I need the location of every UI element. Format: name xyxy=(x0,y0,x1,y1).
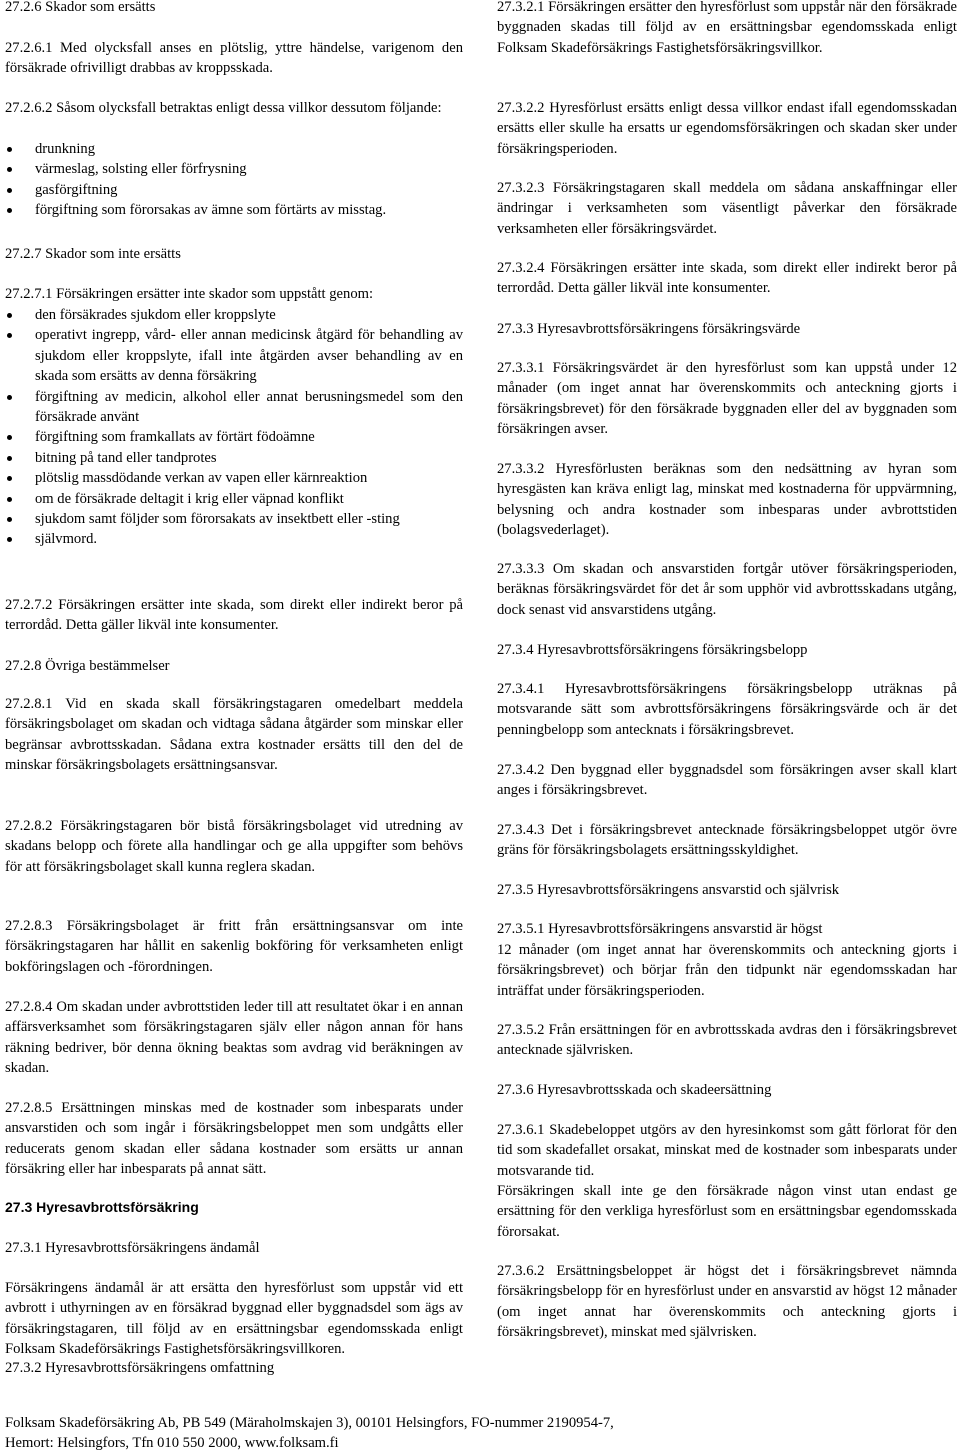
list-item: värmeslag, solsting eller förfrysning xyxy=(5,159,463,179)
paragraph-27-3-3-2: 27.3.3.2 Hyresförlusten beräknas som den nedsättning av hyran som hyresgästen kan kräva enligt lag, minskat med kostnaderna för uppvärmning, belysning och andra kostnader som inbesparas under avbrottstiden (bolagsvederlaget). xyxy=(497,461,957,539)
list-item: plötslig massdödande verkan av vapen eller kärnreaktion xyxy=(5,468,463,488)
heading-27-2-8: 27.2.8 Övriga bestämmelser xyxy=(5,658,170,674)
section-heading-27-3: 27.3 Hyresavbrottsförsäkring xyxy=(5,1199,199,1215)
list-item: bitning på tand eller tandprotes xyxy=(5,448,463,468)
paragraph-27-3-3-3: 27.3.3.3 Om skadan och ansvarstiden fortgår utöver försäkringsperioden, beräknas försäkringsvärdet för det år som upphör vid avbrottsskadans utgång, dock senast vid ansvarstidens utgång. xyxy=(497,561,957,618)
paragraph-27-3-5-1b: 12 månader (om inget annat har överenskommits och anteckning gjorts i försäkringsbrevet) och börjar från den tidpunkt när egendomsskadan har inträffat under försäkringsperioden. xyxy=(497,942,957,999)
paragraph-27-3-2-4: 27.3.2.4 Försäkringen ersätter inte skada, som direkt eller indirekt beror på terrordåd. Detta gäller likväl inte konsumenter. xyxy=(497,260,957,297)
heading-27-3-5: 27.3.5 Hyresavbrottsförsäkringens ansvarstid och självrisk xyxy=(497,882,840,898)
paragraph-27-2-8-4: 27.2.8.4 Om skadan under avbrottstiden leder till att resultatet ökar i en annan affärsverksamhet som försäkringstagaren själv eller någon annan för hans räkning bedriver, bör denna ökning beaktas som avdrag vid beräkningen av skadan. xyxy=(5,999,463,1077)
paragraph-27-2-7-1: 27.2.7.1 Försäkringen ersätter inte skador som uppstått genom: xyxy=(5,286,374,302)
paragraph-27-3-2-2: 27.3.2.2 Hyresförlust ersätts enligt dessa villkor endast ifall egendomsskadan ersätts eller skulle ha ersatts ur egendomsförsäkringen och skadan sker under försäkringsperioden. xyxy=(497,100,957,157)
list-item: självmord. xyxy=(5,529,463,549)
footer-address: Folksam Skadeförsäkring Ab, PB 549 (Märaholmskajen 3), 00101 Helsingfors, FO-nummer 2190954-7, xyxy=(5,1415,614,1431)
paragraph-27-3-4-3: 27.3.4.3 Det i försäkringsbrevet antecknade försäkringsbeloppet utgör övre gräns för försäkringsbolagets ersättningsskyldighet. xyxy=(497,822,957,859)
paragraph-27-2-7-2: 27.2.7.2 Försäkringen ersätter inte skada, som direkt eller indirekt beror på terrordåd. Detta gäller likväl inte konsumenter. xyxy=(5,597,463,634)
paragraph-27-3-3-1: 27.3.3.1 Försäkringsvärdet är den hyresförlust som kan uppstå under 12 månader (om inget annat har överenskommits och anteckning gjorts i försäkringsbrevet) för den försäkrade byggnaden eller del av byggnaden som försäkringen avser. xyxy=(497,360,957,438)
list-item: gasförgiftning xyxy=(5,180,463,200)
footer-contact: Hemort: Helsingfors, Tfn 010 550 2000, www.folksam.fi xyxy=(5,1435,339,1451)
paragraph-27-2-8-5: 27.2.8.5 Ersättningen minskas med de kostnader som inbesparats under ansvarstiden och som ingår i försäkringsbeloppet men som undgåtts eller reducerats genom skadan eller sådana kostnader som ersätts ur annan försäkring eller har inbesparats på annat sätt. xyxy=(5,1100,463,1178)
list-item: förgiftning som förorsakas av ämne som förtärts av misstag. xyxy=(5,200,463,220)
paragraph-27-3-6-2: 27.3.6.2 Ersättningsbeloppet är högst det i försäkringsbrevet nämnda försäkringsbelopp för en hyresförlust under en ansvarstid av högst 12 månader (om inget annat har överenskommits och anteckning gjorts i försäkringsbrevet), minskat med självrisken. xyxy=(497,1263,957,1341)
list-27-2-6-2 xyxy=(5,139,463,221)
paragraph-27-2-6-1: 27.2.6.1 Med olycksfall anses en plötslig, yttre händelse, varigenom den försäkrade ofrivilligt drabbas av kroppsskada. xyxy=(5,40,463,77)
page-footer xyxy=(5,1413,955,1453)
list-item: förgiftning av medicin, alkohol eller annat berusningsmedel som den försäkrade använt xyxy=(5,387,463,428)
paragraph-27-3-6-1b: Försäkringen skall inte ge den försäkrade någon vinst utan endast ge ersättning för den verkliga hyresförlust som en ersättningsbar egendomsskada förorsakat. xyxy=(497,1183,957,1240)
list-item: om de försäkrade deltagit i krig eller väpnad konflikt xyxy=(5,489,463,509)
paragraph-27-3-2-1: 27.3.2.1 Försäkringen ersätter den hyresförlust som uppstår när den försäkrade byggnaden skadas till följd av en ersättningsbar egendomsskada enligt Folksam Skadeförsäkrings Fastighetsförsäkringsvillkor. xyxy=(497,0,957,56)
heading-27-3-3: 27.3.3 Hyresavbrottsförsäkringens försäkringsvärde xyxy=(497,321,801,337)
heading-27-2-7: 27.2.7 Skador som inte ersätts xyxy=(5,246,181,262)
heading-27-3-4: 27.3.4 Hyresavbrottsförsäkringens försäkringsbelopp xyxy=(497,642,808,658)
paragraph-27-2-6-2: 27.2.6.2 Såsom olycksfall betraktas enligt dessa villkor dessutom följande: xyxy=(5,100,442,116)
paragraph-27-3-2-3: 27.3.2.3 Försäkringstagaren skall meddela om sådana anskaffningar eller ändringar i verksamheten som väsentligt påverkar den försäkrade verksamheten eller försäkringsvärdet. xyxy=(497,180,957,237)
heading-27-3-2: 27.3.2 Hyresavbrottsförsäkringens omfattning xyxy=(5,1360,275,1376)
list-item: sjukdom samt följder som förorsakats av insektbett eller -sting xyxy=(5,509,463,529)
list-item: operativt ingrepp, vård- eller annan medicinsk åtgärd för behandling av sjukdom eller kroppslyte, ifall inte åtgärden avser behandling av en skada som ersätts av denna försäkring xyxy=(5,325,463,386)
paragraph-27-2-8-2: 27.2.8.2 Försäkringstagaren bör bistå försäkringsbolaget vid utredning av skadans belopp och förete alla handlingar och ge alla uppgifter som behövs för att försäkringsbolaget skall kunna reglera skadan. xyxy=(5,818,463,875)
heading-27-3-1: 27.3.1 Hyresavbrottsförsäkringens ändamål xyxy=(5,1240,260,1256)
paragraph-27-3-1-body: Försäkringens ändamål är att ersätta den hyresförlust som uppstår vid ett avbrott i uthyrningen av en försäkrad byggnad eller byggnadsdel som ägs av försäkringstagaren, till följd av en ersättningsbar egendomsskada enligt Folksam Skadeförsäkrings Fastighetsförsäkringsvillkoren. xyxy=(5,1280,463,1358)
paragraph-27-3-4-1: 27.3.4.1 Hyresavbrottsförsäkringens försäkringsbelopp uträknas på motsvarande sätt som avbrottsförsäkringens försäkringsvärde och är det penningbelopp som antecknats i försäkringsbrevet. xyxy=(497,681,957,738)
list-item: förgiftning som framkallats av förtärt födoämne xyxy=(5,427,463,447)
list-item: den försäkrades sjukdom eller kroppslyte xyxy=(5,305,463,325)
paragraph-27-3-5-1a: 27.3.5.1 Hyresavbrottsförsäkringens ansvarstid är högst xyxy=(497,921,823,937)
paragraph-27-2-8-1: 27.2.8.1 Vid en skada skall försäkringstagaren omedelbart meddela försäkringsbolaget om skadan och vidtaga sådana åtgärder som minskar eller begränsar avbrottsskadan. Sådana extra kostnader ersätts till den del de minskar försäkringsbolagets ersättningsansvar. xyxy=(5,696,463,774)
paragraph-27-2-8-3: 27.2.8.3 Försäkringsbolaget är fritt från ersättningsansvar om inte försäkringstagaren har hållit en sakenlig bokföring för verksamheten enligt bokföringslagen och -förordningen. xyxy=(5,918,463,975)
list-item: drunkning xyxy=(5,139,463,159)
heading-27-3-6: 27.3.6 Hyresavbrottsskada och skadeersättning xyxy=(497,1082,772,1098)
paragraph-27-3-5-2: 27.3.5.2 Från ersättningen för en avbrottsskada avdras den i försäkringsbrevet antecknade självrisken. xyxy=(497,1022,957,1059)
paragraph-27-3-4-2: 27.3.4.2 Den byggnad eller byggnadsdel som försäkringen avser skall klart anges i försäkringsbrevet. xyxy=(497,762,957,799)
heading-27-2-6: 27.2.6 Skador som ersätts xyxy=(5,0,156,15)
list-27-2-7-1 xyxy=(5,305,463,550)
paragraph-27-3-6-1a: 27.3.6.1 Skadebeloppet utgörs av den hyresinkomst som gått förlorat för den tid som skadefallet orsakat, minskat med de kostnader som inbesparats under motsvarande tid. xyxy=(497,1122,957,1179)
